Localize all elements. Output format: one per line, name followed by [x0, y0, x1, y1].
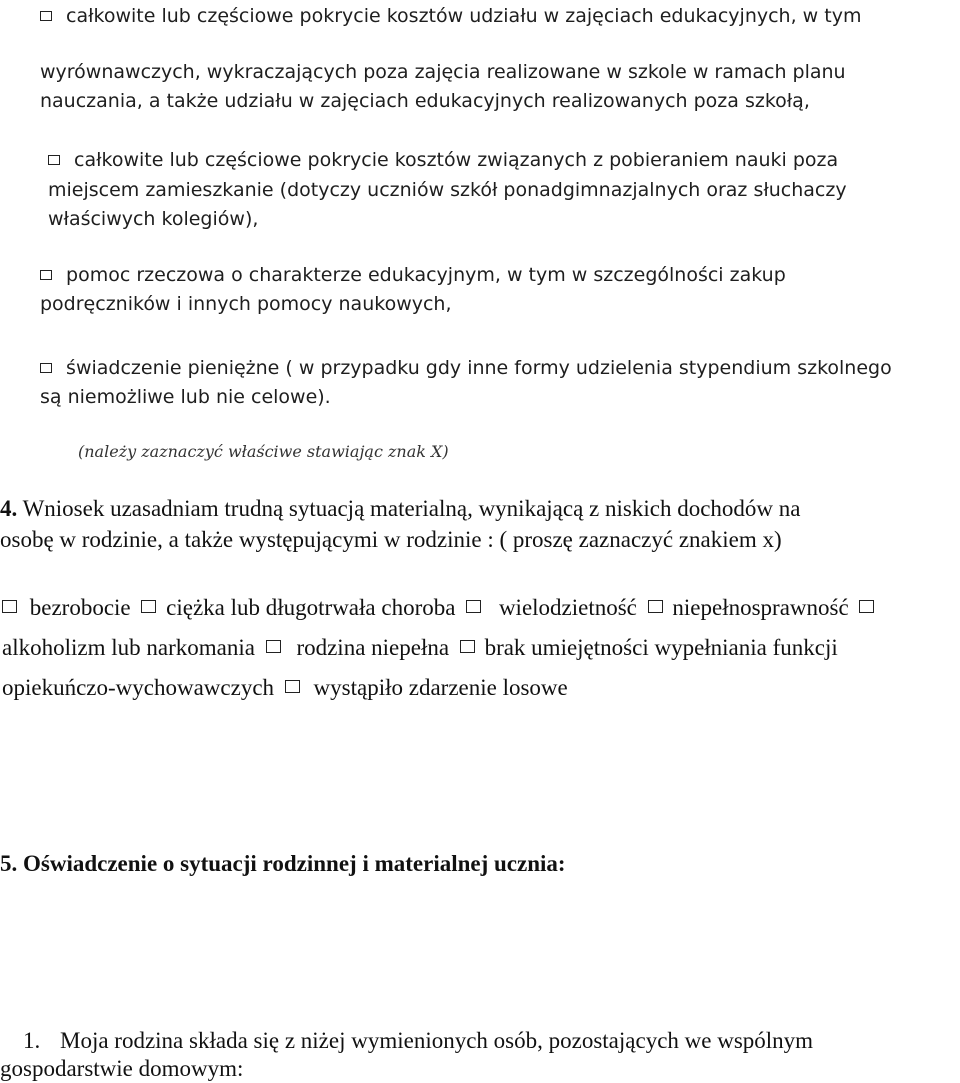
random-event-label: wystąpiło zdarzenie losowe: [313, 675, 568, 700]
option-2-line-3: właściwych kolegiów),: [48, 208, 259, 230]
single-parent-label: rodzina niepełna: [296, 635, 450, 660]
option-1-line-2: wyrównawczych, wykraczających poza zajęcia realizowane w szkole w ramach planu: [40, 61, 846, 83]
disability-checkbox[interactable]: [648, 600, 663, 613]
option-1-checkbox[interactable]: [40, 11, 52, 21]
option-1-row: [40, 7, 861, 26]
large-family-checkbox[interactable]: [466, 600, 481, 613]
option-4-line-1: świadczenie pieniężne ( w przypadku gdy inne formy udzielenia stypendium szkolnego: [66, 357, 892, 379]
disability-label: niepełnosprawność: [672, 595, 849, 620]
addiction-checkbox[interactable]: [859, 600, 874, 613]
option-3-checkbox[interactable]: [40, 270, 52, 280]
option-4-row: [40, 359, 892, 378]
instruction-note: (należy zaznaczyć właściwe stawiając znak X): [78, 442, 449, 461]
section-4-number: 4.: [0, 496, 18, 521]
unemployment-checkbox[interactable]: [2, 600, 17, 613]
option-3-row: [40, 266, 786, 285]
illness-label: ciężka lub długotrwała choroba: [166, 595, 456, 620]
option-2-line-1: całkowite lub częściowe pokrycie kosztów związanych z pobieraniem nauki poza: [74, 149, 839, 171]
section-5-item-1-line-2: gospodarstwie domowym:: [0, 1056, 244, 1081]
option-4-checkbox[interactable]: [40, 363, 52, 373]
option-3-line-1: pomoc rzeczowa o charakterze edukacyjnym, w tym w szczególności zakup: [66, 264, 786, 286]
option-3-line-2: podręczników i innych pomocy naukowych,: [40, 293, 452, 315]
option-1-line-3: nauczania, a także udziału w zajęciach edukacyjnych realizowanych poza szkołą,: [40, 90, 810, 112]
illness-checkbox[interactable]: [141, 600, 156, 613]
section-4-line-2: osobę w rodzinie, a także występującymi w rodzinie : ( proszę zaznaczyć znakiem x): [0, 527, 782, 552]
parenting-skills-label-2: opiekuńczo-wychowawczych: [2, 675, 275, 700]
option-2-line-2: miejscem zamieszkanie (dotyczy uczniów szkół ponadgimnazjalnych oraz słuchaczy: [48, 179, 847, 201]
section-5-item-1-line-1: [23, 1029, 813, 1052]
parenting-skills-checkbox[interactable]: [460, 640, 475, 653]
option-2-row: [48, 151, 838, 170]
parenting-skills-label-1: brak umiejętności wypełniania funkcji: [484, 635, 838, 660]
single-parent-checkbox[interactable]: [266, 640, 281, 653]
reasons-row-1: [2, 596, 874, 619]
option-1-line-1: całkowite lub częściowe pokrycie kosztów udziału w zajęciach edukacyjnych, w tym: [66, 5, 862, 27]
reasons-row-2: [2, 636, 838, 659]
option-2-checkbox[interactable]: [48, 155, 60, 165]
addiction-label: alkoholizm lub narkomania: [2, 635, 255, 660]
section-5-heading: 5. Oświadczenie o sytuacji rodzinnej i materialnej ucznia:: [0, 851, 566, 876]
random-event-checkbox[interactable]: [285, 680, 300, 693]
unemployment-label: bezrobocie: [29, 595, 131, 620]
reasons-row-3: [2, 676, 568, 699]
section-4-line-1: [0, 497, 800, 520]
item-1-text: Moja rodzina składa się z niżej wymienionych osób, pozostających we wspólnym: [60, 1028, 814, 1053]
large-family-label: wielodzietność: [498, 595, 637, 620]
item-1-number: 1.: [23, 1028, 41, 1053]
section-4-intro: Wniosek uzasadniam trudną sytuacją materialną, wynikającą z niskich dochodów na: [17, 496, 801, 521]
option-4-line-2: są niemożliwe lub nie celowe).: [40, 386, 331, 408]
